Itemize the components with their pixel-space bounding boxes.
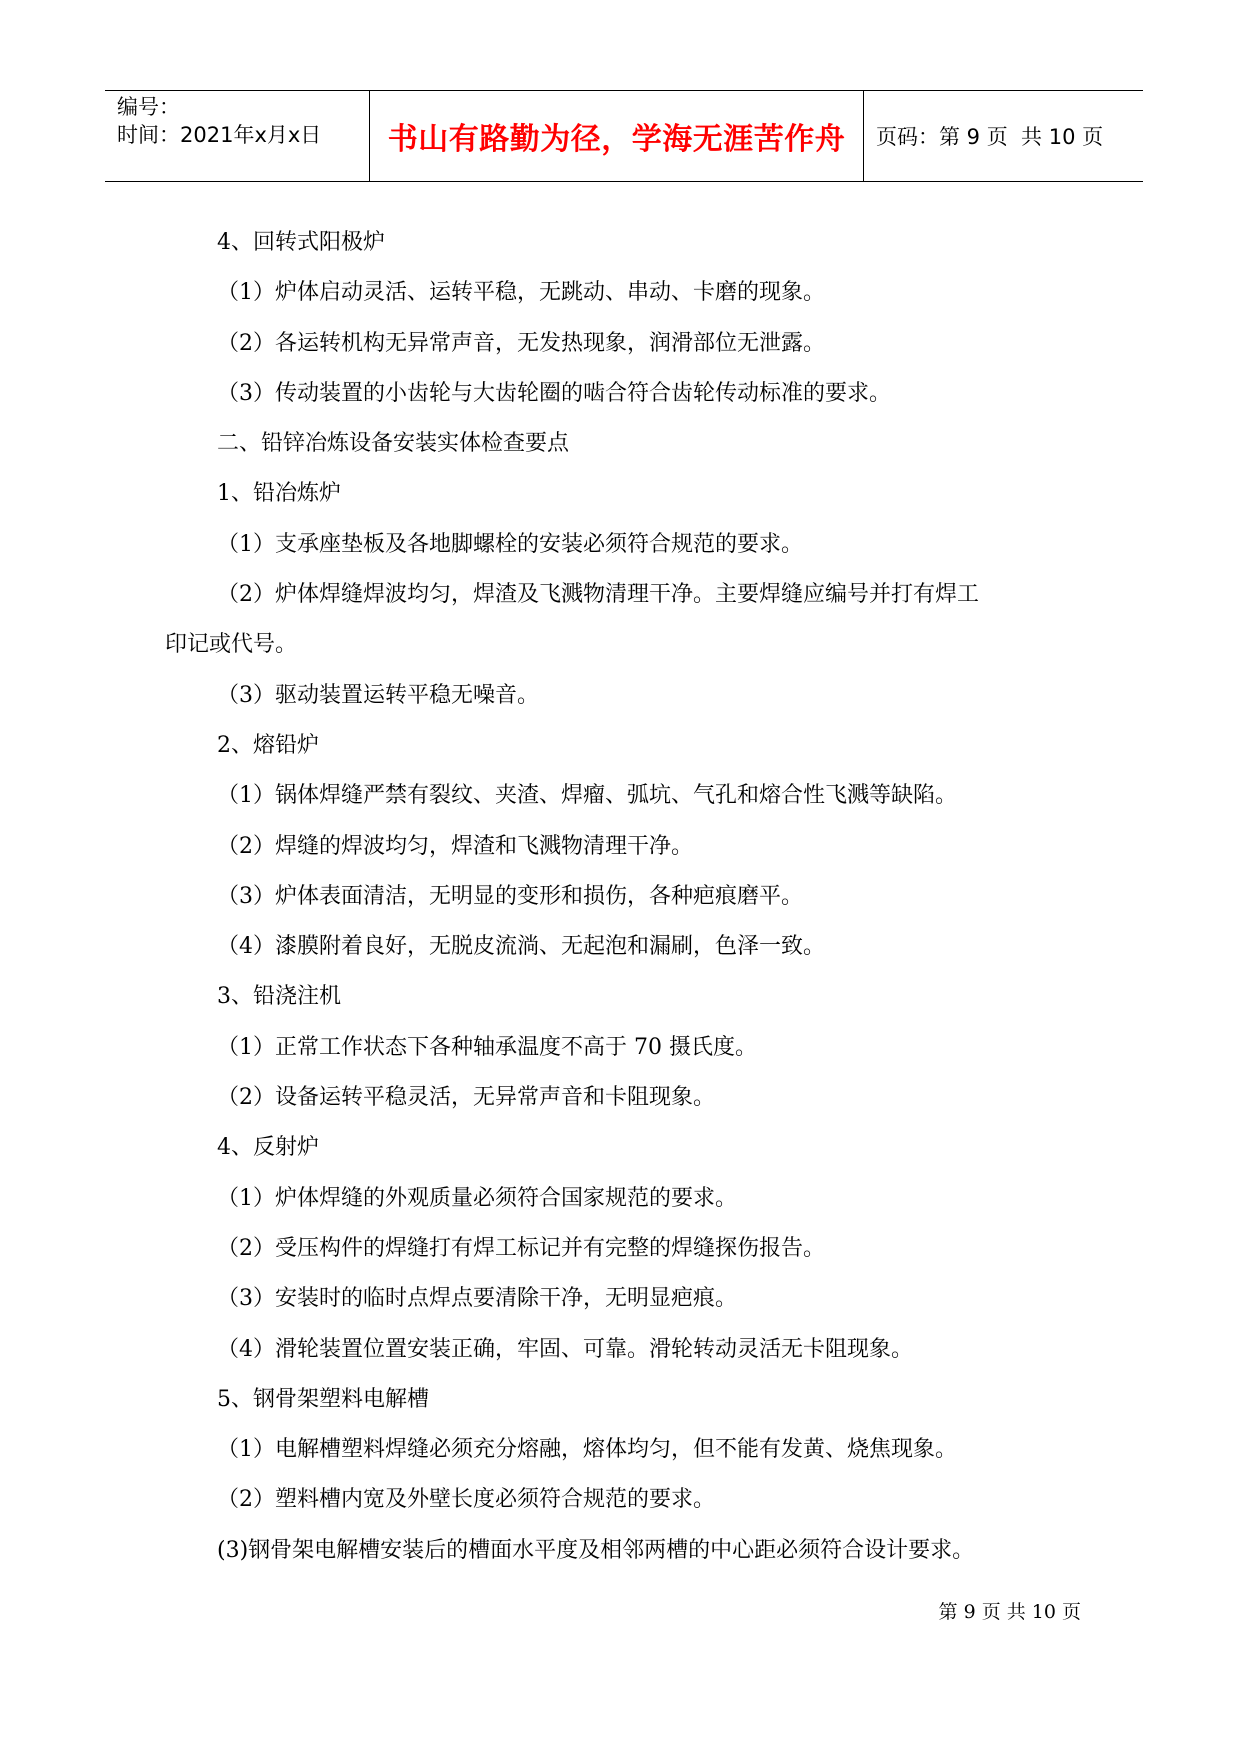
paragraph: （2）炉体焊缝焊波均匀，焊渣及飞溅物清理干净。主要焊缝应编号并打有焊工 — [217, 582, 979, 608]
header-page-label: 页码：第 9 页 共 10 页 — [876, 125, 1104, 149]
section-heading: 4、回转式阳极炉 — [217, 230, 385, 255]
section-heading: 2、熔铅炉 — [217, 732, 319, 758]
header-page — [864, 91, 1143, 181]
paragraph: （2）受压构件的焊缝打有焊工标记并有完整的焊缝探伤报告。 — [217, 1235, 825, 1261]
paragraph: (3)钢骨架电解槽安装后的槽面水平度及相邻两槽的中心距必须符合设计要求。 — [217, 1537, 975, 1563]
paragraph: （3）炉体表面清洁，无明显的变形和损伤，各种疤痕磨平。 — [217, 883, 803, 909]
header-motto — [370, 91, 864, 181]
paragraph: （1）支承座垫板及各地脚螺栓的安装必须符合规范的要求。 — [217, 531, 803, 557]
paragraph: （3）驱动装置运转平稳无噪音。 — [217, 682, 539, 708]
footer-page-number: 第 9 页 共 10 页 — [938, 1601, 1081, 1623]
section-heading: 4、反射炉 — [217, 1135, 319, 1161]
paragraph: （2）塑料槽内宽及外壁长度必须符合规范的要求。 — [217, 1487, 715, 1513]
section-heading: 3、铅浇注机 — [217, 984, 341, 1010]
motto-text: 书山有路勤为径，学海无涯苦作舟 — [387, 122, 846, 157]
section-heading: 5、钢骨架塑料电解槽 — [217, 1386, 429, 1412]
paragraph: （4）漆膜附着良好，无脱皮流淌、无起泡和漏刷，色泽一致。 — [217, 934, 825, 960]
serial-label: 编号： — [117, 95, 180, 119]
section-heading: 1、铅冶炼炉 — [217, 481, 341, 507]
document-body — [165, 218, 1095, 1576]
paragraph: （4）滑轮装置位置安装正确，牢固、可靠。滑轮转动灵活无卡阻现象。 — [217, 1336, 913, 1362]
paragraph: （1）炉体焊缝的外观质量必须符合国家规范的要求。 — [217, 1185, 737, 1211]
time-label: 时间：2021年x月x日 — [117, 123, 322, 147]
paragraph: （2）焊缝的焊波均匀，焊渣和飞溅物清理干净。 — [217, 833, 693, 859]
page-header — [105, 90, 1143, 182]
paragraph: （1）正常工作状态下各种轴承温度不高于 70 摄氏度。 — [217, 1034, 757, 1060]
paragraph: （2）设备运转平稳灵活，无异常声音和卡阻现象。 — [217, 1085, 715, 1111]
chapter-heading: 二、铅锌冶炼设备安装实体检查要点 — [217, 431, 570, 457]
paragraph: （1）锅体焊缝严禁有裂纹、夹渣、焊瘤、弧坑、气孔和熔合性飞溅等缺陷。 — [217, 783, 957, 809]
paragraph: （3）传动装置的小齿轮与大齿轮圈的啮合符合齿轮传动标准的要求。 — [217, 380, 891, 406]
page-footer — [939, 1597, 1081, 1624]
paragraph: （1）电解槽塑料焊缝必须充分熔融，熔体均匀，但不能有发黄、烧焦现象。 — [217, 1437, 957, 1463]
paragraph: （3）安装时的临时点焊点要清除干净，无明显疤痕。 — [217, 1286, 737, 1312]
paragraph: （1）炉体启动灵活、运转平稳，无跳动、串动、卡磨的现象。 — [217, 280, 825, 306]
paragraph: （2）各运转机构无异常声音，无发热现象，润滑部位无泄露。 — [217, 330, 825, 356]
paragraph-continuation: 印记或代号。 — [165, 632, 298, 658]
header-meta — [105, 91, 370, 181]
